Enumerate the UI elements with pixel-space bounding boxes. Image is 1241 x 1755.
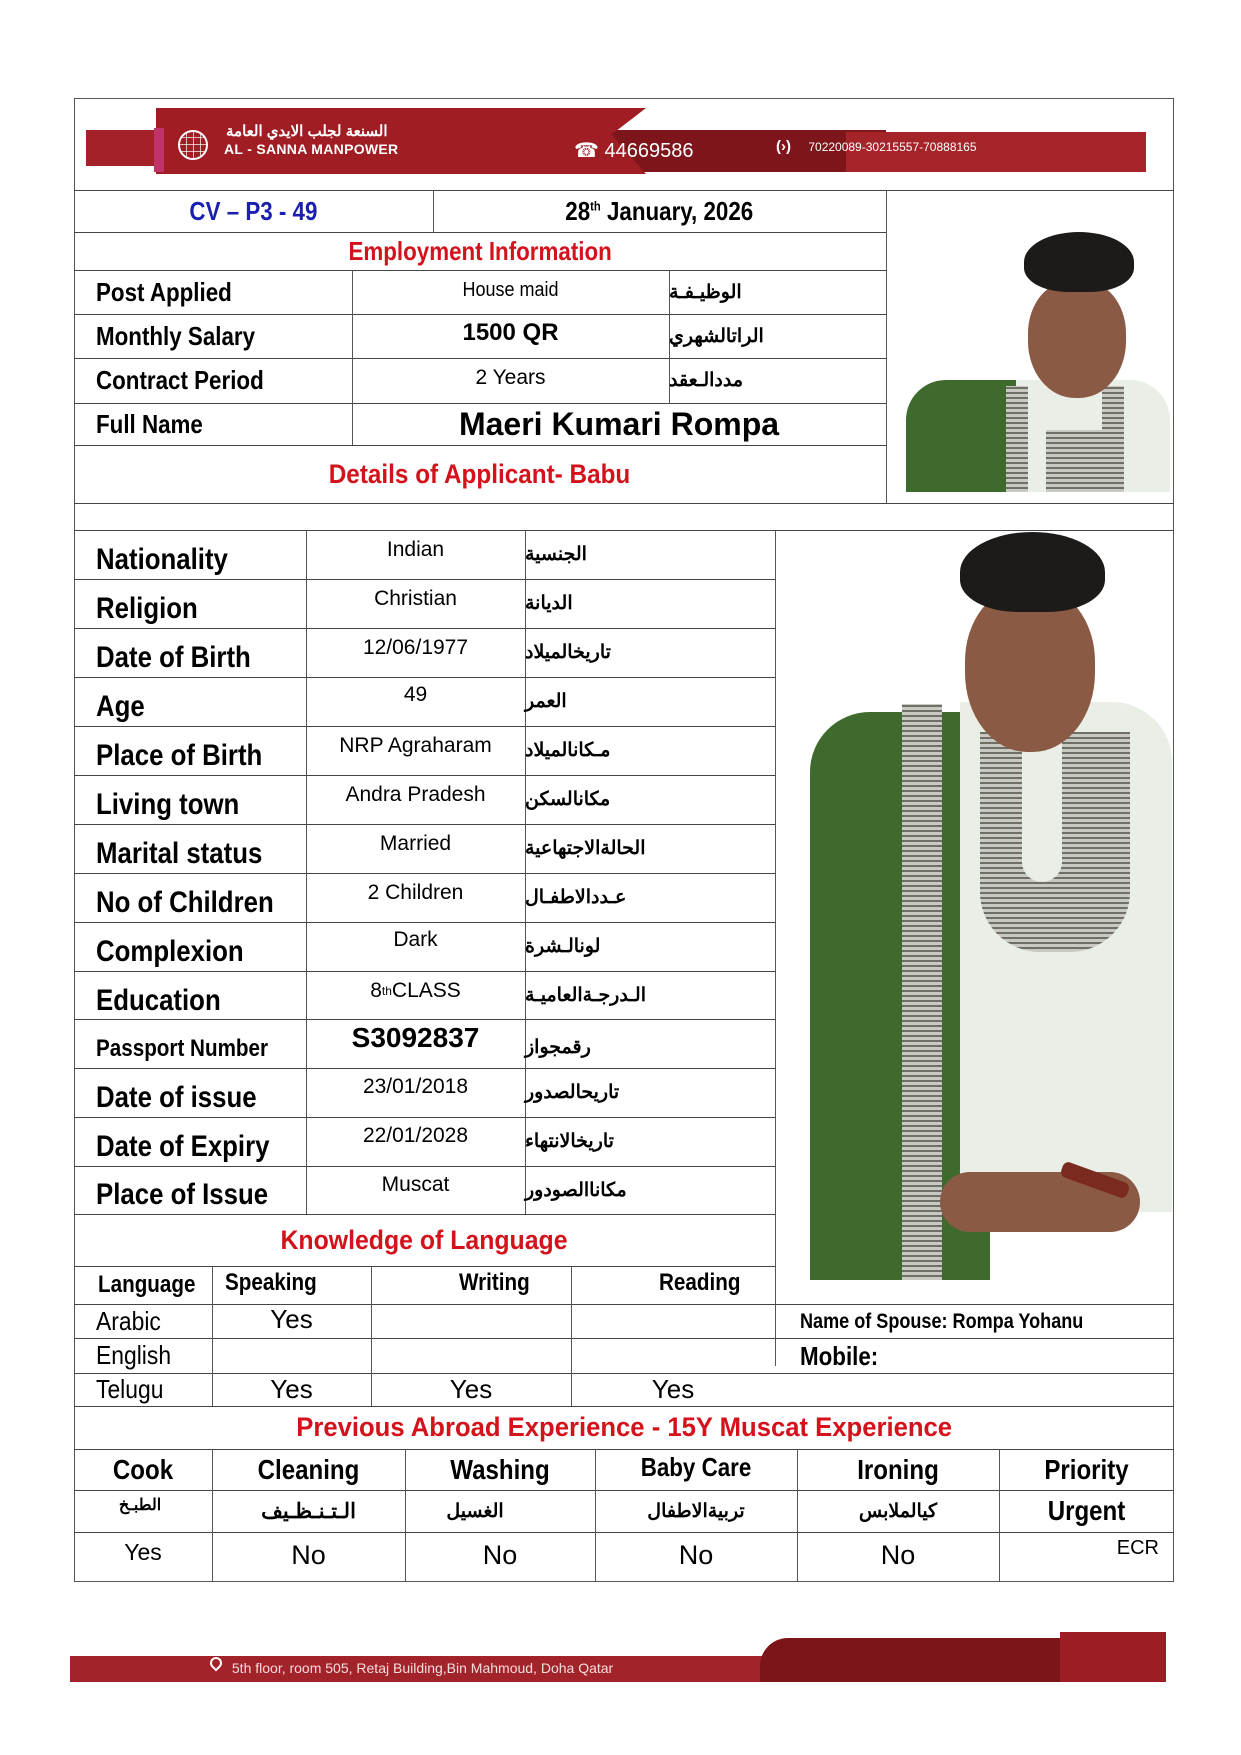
- marital-status-value: Married: [379, 832, 452, 855]
- post-applied-value: House maid: [462, 278, 559, 301]
- full-name-label: Full Name: [96, 408, 203, 439]
- nationality-arabic: الجنسية: [525, 544, 587, 565]
- religion-value: Christian: [374, 587, 457, 610]
- marital-status-arabic: الحالةالاجتهاعية: [525, 838, 646, 859]
- english-speaking: [212, 1338, 371, 1373]
- ironing-header: Ironing: [857, 1453, 939, 1485]
- telugu-writing: Yes: [449, 1374, 493, 1404]
- arabic-reading: [571, 1304, 775, 1334]
- baby-care-header: Baby Care: [640, 1452, 752, 1482]
- date-of-birth-label: Date of Birth: [96, 641, 251, 674]
- date-of-expiry-value: 22/01/2028: [362, 1124, 469, 1147]
- office-phone: [574, 138, 693, 163]
- employment-info-title: Employment Information: [348, 235, 612, 266]
- marital-status-label: Marital status: [96, 837, 263, 870]
- date-of-issue-label: Date of issue: [96, 1081, 257, 1114]
- date-of-expiry-arabic: تاريخالانتهاء: [525, 1131, 614, 1152]
- baby-care-arabic: تربيةالاطفال: [647, 1500, 745, 1522]
- english-writing: [371, 1338, 571, 1373]
- education-label: Education: [96, 984, 221, 1017]
- monthly-salary-arabic: الراتالشهري: [669, 325, 764, 347]
- priority-value-ecr: ECR: [1116, 1536, 1159, 1559]
- cv-code: CV – P3 - 49: [189, 195, 318, 226]
- footer-right-band: [1060, 1632, 1166, 1682]
- applicant-full-photo: [810, 532, 1172, 1280]
- age-value: 49: [403, 683, 428, 706]
- priority-header: Priority: [1044, 1453, 1129, 1485]
- contract-period-label: Contract Period: [96, 365, 264, 395]
- language-name-arabic: Arabic: [96, 1305, 161, 1336]
- place-of-birth-arabic: مـكانالميلاد: [525, 740, 611, 761]
- religion-arabic: الديانة: [525, 593, 573, 614]
- writing-col-header: Writing: [459, 1269, 530, 1296]
- reading-col-header: Reading: [659, 1269, 741, 1296]
- telephone-icon: ☎: [574, 140, 599, 162]
- contract-period-arabic: مددالـعقد: [669, 370, 743, 391]
- ironing-value: No: [880, 1539, 916, 1570]
- footer-address: [210, 1660, 613, 1676]
- office-phone-number: 44669586: [604, 140, 694, 162]
- washing-value: No: [482, 1539, 518, 1570]
- company-name-english: AL - SANNA MANPOWER: [224, 141, 399, 157]
- place-of-issue-arabic: مكاناالصودور: [525, 1179, 627, 1201]
- telugu-reading: Yes: [651, 1374, 695, 1404]
- mobile-numbers: [776, 138, 977, 155]
- place-of-issue-label: Place of Issue: [96, 1178, 269, 1211]
- living-town-value: Andra Pradesh: [345, 783, 486, 806]
- english-reading: [571, 1338, 775, 1373]
- passport-number-arabic: رقمجواز: [525, 1037, 591, 1058]
- mobile-numbers-text: 70220089-30215557-70888165: [808, 140, 977, 154]
- spouse-mobile-label: Mobile:: [800, 1341, 879, 1371]
- complexion-value: Dark: [393, 928, 438, 951]
- applicant-headshot-photo: [906, 210, 1170, 492]
- arabic-writing: [371, 1304, 571, 1334]
- cleaning-arabic: الـتـنـظـيف: [261, 1499, 356, 1523]
- applicant-details-title: Details of Applicant- Babu: [329, 458, 631, 489]
- passport-number-value: S3092837: [351, 1022, 480, 1053]
- washing-header: Washing: [450, 1453, 550, 1485]
- post-applied-label: Post Applied: [96, 276, 232, 307]
- cleaning-header: Cleaning: [257, 1453, 360, 1485]
- cook-value: Yes: [124, 1538, 162, 1565]
- language-name-english: English: [96, 1340, 172, 1370]
- monthly-salary-label: Monthly Salary: [96, 320, 256, 351]
- place-of-issue-value: Muscat: [381, 1173, 450, 1196]
- speaking-col-header: Speaking: [225, 1269, 317, 1296]
- experience-section-title: Previous Abroad Experience - 15Y Muscat Experience: [296, 1412, 952, 1442]
- cv-date: 28th January, 2026: [565, 195, 754, 226]
- company-header-banner: [86, 108, 1144, 172]
- baby-care-value: No: [678, 1539, 714, 1570]
- religion-label: Religion: [96, 592, 198, 625]
- date-of-issue-arabic: تاريحالصدور: [525, 1082, 620, 1103]
- education-arabic: الـدرجـةالعاميـة: [525, 984, 646, 1006]
- cook-arabic: الطبـخ: [118, 1497, 162, 1514]
- priority-urgent: Urgent: [1047, 1495, 1126, 1526]
- date-of-issue-value: 23/01/2018: [362, 1075, 469, 1098]
- no-of-children-label: No of Children: [96, 886, 274, 919]
- cleaning-value: No: [291, 1539, 326, 1570]
- place-of-birth-value: NRP Agraharam: [339, 734, 492, 757]
- nationality-value: Indian: [386, 538, 445, 561]
- date-of-birth-arabic: تاريخالميلاد: [525, 642, 611, 663]
- footer-dark-band: [760, 1638, 1080, 1682]
- ironing-arabic: كيالملابس: [858, 1500, 938, 1522]
- telugu-speaking: Yes: [270, 1374, 313, 1404]
- education-value: 8 th CLASS: [370, 979, 461, 1002]
- contract-period-value: 2 Years: [475, 366, 546, 389]
- date-of-birth-value: 12/06/1977: [362, 636, 469, 659]
- nationality-label: Nationality: [96, 543, 228, 576]
- living-town-label: Living town: [96, 788, 240, 821]
- no-of-children-value: 2 Children: [367, 881, 464, 904]
- washing-arabic: الغسيل: [446, 1500, 504, 1522]
- language-col-header: Language: [98, 1271, 196, 1298]
- full-name-value: Maeri Kumari Rompa: [458, 405, 780, 442]
- post-applied-arabic: الوظيـفـة: [669, 281, 742, 303]
- passport-number-label: Passport Number: [96, 1035, 269, 1062]
- age-label: Age: [96, 690, 145, 723]
- age-arabic: العمر: [525, 691, 567, 712]
- complexion-label: Complexion: [96, 935, 244, 968]
- cook-header: Cook: [112, 1453, 174, 1485]
- date-of-expiry-label: Date of Expiry: [96, 1130, 270, 1163]
- footer-address-text: 5th floor, room 505, Retaj Building,Bin Mahmoud, Doha Qatar: [231, 1660, 614, 1676]
- banner-accent-bar: [154, 128, 164, 172]
- complexion-arabic: لونالـشرة: [525, 936, 601, 957]
- no-of-children-arabic: عـددالاطفـال: [525, 887, 627, 908]
- living-town-arabic: مكانالسكن: [525, 789, 611, 810]
- company-name-arabic: السنعة لجلب الايدي العامة: [226, 123, 388, 140]
- language-section-title: Knowledge of Language: [280, 1224, 569, 1255]
- mobile-phone-icon: (›): [776, 138, 791, 155]
- spouse-name: Name of Spouse: Rompa Yohanu: [800, 1310, 1084, 1333]
- globe-logo-icon: [178, 130, 208, 160]
- place-of-birth-label: Place of Birth: [96, 739, 263, 772]
- monthly-salary-value: 1500 QR: [462, 319, 559, 346]
- arabic-speaking: Yes: [270, 1303, 313, 1334]
- language-name-telugu: Telugu: [96, 1374, 164, 1404]
